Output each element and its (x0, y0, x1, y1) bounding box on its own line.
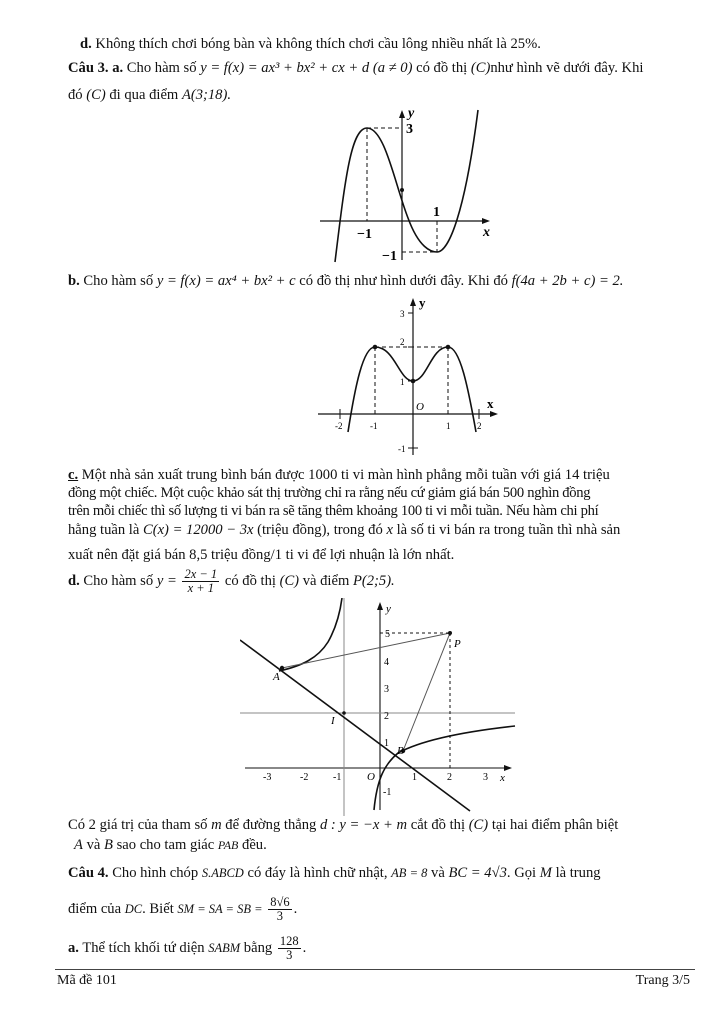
x-axis-arrow (490, 411, 498, 417)
q3c-cost: C(x) = 12000 − 3x (142, 522, 254, 538)
y-tick-label-1: 1 (384, 738, 389, 749)
q3a-line2 (68, 86, 231, 104)
q3d-line-eq: d : y = −x + m (319, 817, 408, 833)
footer-divider (55, 969, 695, 970)
hyperbola-graph (240, 598, 520, 816)
q4-post: . Gọi (506, 865, 537, 881)
x-tick-label-neg3: -3 (263, 772, 272, 783)
q3d-line3-mid: và (86, 837, 101, 853)
q3a-line2-mid: đi qua điểm (109, 87, 179, 103)
cubic-graph (315, 100, 495, 265)
x-tick-label-neg1: -1 (333, 772, 342, 783)
q3d-fraction (182, 568, 219, 595)
q3d-num: 2x − 1 (184, 567, 218, 581)
x-axis-label: x (487, 396, 494, 411)
y-tick-label-3: 3 (384, 684, 389, 695)
q3d-B: B (104, 837, 113, 853)
point-P (448, 631, 452, 635)
q3c-line4-pre: hằng tuần là (68, 522, 140, 538)
q4-fraction (268, 896, 291, 923)
q4-mid: có đáy là hình chữ nhật, (247, 865, 388, 881)
origin-label: O (367, 771, 375, 783)
q4-SM: SM = SA = SB = (177, 901, 263, 916)
q3d-line2-mid: để đường thẳng (225, 817, 317, 833)
segment-PA (282, 633, 450, 668)
quartic-graph (315, 292, 505, 460)
q4a-pre: Thể tích khối tứ diện (82, 939, 205, 956)
x-tick-label-2: 2 (477, 421, 482, 431)
q3-label: Câu 3. a. (68, 60, 124, 76)
q3d-mid: có đồ thị (224, 572, 276, 589)
x-axis-label: x (483, 225, 490, 240)
q4a-mid: bằng (243, 939, 273, 956)
q4-line1 (68, 864, 601, 882)
q3d-pre: Cho hàm số (83, 572, 154, 589)
q3c-label: c. (68, 467, 79, 483)
q4-M: M (539, 865, 552, 881)
q3c-line1 (68, 466, 610, 484)
q3c-line3: trên mỗi chiếc thì số lượng ti vi bán ra sẽ tăng thêm khoảng 100 ti vi mỗi tuần. Nếu hàm chi phí (68, 503, 599, 519)
label-P: P (454, 638, 461, 650)
y-tick-label-neg1: -1 (383, 787, 392, 798)
point-A (280, 666, 284, 670)
q3c-x: x (386, 522, 393, 538)
q3d-curve-2: (C) (468, 817, 489, 833)
y-tick-label-neg1: -1 (398, 444, 406, 454)
q3c-line2: đồng một chiếc. Một cuộc khảo sát thị trường chỉ ra rằng nếu cứ giảm giá bán 500 nghìn đồng (68, 485, 591, 501)
x-tick-label-neg1: -1 (370, 421, 378, 431)
q4-BC: BC = 4√3 (448, 865, 507, 881)
y-tick-label-4: 4 (384, 657, 389, 668)
x-pos-label: 1 (433, 205, 440, 220)
q3d-line2-pre: Có 2 giá trị của tham số (68, 817, 208, 833)
q4-and: và (431, 865, 445, 881)
x-tick-label-1: 1 (446, 421, 451, 431)
y-tick-label-2: 2 (400, 337, 405, 347)
item-1d (80, 35, 541, 53)
hyperbola-left-branch (279, 598, 342, 671)
x-axis-arrow (504, 765, 512, 771)
y-tick-label-1: 1 (400, 377, 405, 387)
x-tick-label-neg2: -2 (300, 772, 309, 783)
y-axis-label: y (386, 603, 391, 615)
q3d-line2 (68, 816, 618, 834)
q3d-m: m (211, 817, 222, 833)
y-max-label: 3 (406, 122, 413, 137)
q4a-num: 128 (279, 934, 299, 948)
label-B: B (397, 745, 404, 757)
q3c-line4 (68, 521, 620, 539)
y-axis-arrow (399, 110, 405, 118)
q3b-result: f(4a + 2b + c) = 2. (511, 273, 624, 289)
q3a-curve: (C) (470, 60, 491, 76)
x-tick-label-3: 3 (483, 772, 488, 783)
label-A: A (273, 671, 280, 683)
max-point-right (446, 345, 451, 350)
y-axis-arrow (377, 602, 383, 610)
q3c-line5: xuất nên đặt giá bán 8,5 triệu đồng/1 ti vi để lợi nhuận là lớn nhất. (68, 547, 455, 563)
q4-label: Câu 4. (68, 865, 109, 881)
item-1d-text: Không thích chơi bóng bàn và không thích chơi cầu lông nhiều nhất là 25%. (95, 36, 541, 52)
q3a-post: như hình vẽ dưới đây. Khi (490, 60, 644, 76)
y-intercept-dot (400, 188, 404, 192)
q3d-line2-post: tại hai điểm phân biệt (491, 817, 619, 833)
y-min-label: −1 (382, 249, 397, 264)
q3c-line4-post: là số ti vi bán ra trong tuần thì nhà sản (396, 522, 621, 538)
y-tick-label-5: 5 (385, 629, 390, 640)
x-axis-arrow (482, 218, 490, 224)
q4-num: 8√6 (270, 895, 290, 909)
x-tick-label-2: 2 (447, 772, 452, 783)
q4-DC: DC (124, 901, 143, 916)
q3d-curve: (C) (279, 572, 300, 589)
q4-line2-mid: . Biết (142, 900, 174, 917)
q3a-line1 (68, 59, 643, 77)
q3d-PAB: PAB (217, 838, 239, 852)
x-tick-label-neg2: -2 (335, 421, 343, 431)
q4a-fraction (278, 935, 301, 962)
y-axis-arrow (410, 298, 416, 306)
q3d-point: P(2;5). (352, 572, 395, 589)
min-point (411, 379, 416, 384)
q3d-y: y = (156, 572, 177, 589)
q3d-label: d. (68, 572, 80, 589)
q3a-line2-pre: đó (68, 87, 83, 103)
point-I (342, 711, 346, 715)
q3a-mid: có đồ thị (416, 60, 468, 76)
item-1d-label: d. (80, 36, 92, 52)
q4a-den: 3 (286, 948, 293, 962)
max-point-left (373, 345, 378, 350)
footer-page-number: Trang 3/5 (635, 973, 690, 988)
q3b-pre: Cho hàm số (83, 273, 154, 289)
q4a-label: a. (68, 939, 79, 956)
y-axis-label: y (408, 106, 415, 121)
q3d-and: và điểm (302, 572, 350, 589)
q4-pre: Cho hình chóp (112, 865, 199, 881)
x-tick-label-1: 1 (412, 772, 417, 783)
q3b-line (68, 272, 623, 290)
quartic-curve (348, 347, 476, 432)
line-d (240, 640, 470, 811)
q3d-line3-end: đều. (242, 837, 267, 853)
q3c-line4-mid: (triệu đồng), trong đó (257, 522, 383, 538)
q4-post2: là trung (555, 865, 601, 881)
q4-SABCD: S.ABCD (201, 866, 244, 880)
q3c-line1-text: Một nhà sản xuất trung bình bán được 1000 ti vi màn hình phẳng mỗi tuần với giá 14 triệu (81, 467, 610, 483)
y-tick-label-3: 3 (400, 309, 405, 319)
q3b-mid: có đồ thị như hình dưới đây. Khi đó (299, 273, 508, 289)
y-axis-label: y (419, 295, 426, 310)
q3d-den: x + 1 (187, 581, 215, 595)
q3a-curve-2: (C) (86, 87, 106, 103)
q3b-formula: y = f(x) = ax⁴ + bx² + c (156, 273, 296, 289)
q3d-line3 (74, 836, 267, 854)
origin-label: O (416, 401, 424, 413)
q3d-line3-post: sao cho tam giác (116, 837, 215, 853)
q3a-pre: Cho hàm số (126, 60, 197, 76)
q3a-formula: y = f(x) = ax³ + bx² + cx + d (a ≠ 0) (200, 60, 413, 76)
q4-den: 3 (276, 909, 284, 923)
q3a-point: A(3;18). (181, 87, 231, 103)
q4a-line: a. Thể tích khối tứ diện SABM bằng $\frac{128}{3}$ . (68, 934, 307, 962)
x-axis-label: x (500, 772, 505, 784)
y-tick-label-2: 2 (384, 711, 389, 722)
q4-AB: AB = 8 (391, 866, 428, 880)
footer-exam-code: Mã đề 101 (57, 973, 117, 988)
x-neg-label: −1 (357, 227, 372, 242)
q3d-line2-mid2: cắt đồ thị (410, 817, 466, 833)
label-I: I (331, 715, 335, 727)
q3b-label: b. (68, 273, 80, 289)
q3d-line1 (68, 568, 395, 595)
q4-line2-pre: điểm của (68, 900, 122, 917)
q4-line2: điểm của DC. Biết SM = SA = SB = $\frac{8√6}{3}$ . (68, 895, 298, 923)
q4a-SABM: SABM (208, 940, 241, 955)
q3d-A: A (74, 837, 83, 853)
segment-PB (403, 633, 450, 751)
